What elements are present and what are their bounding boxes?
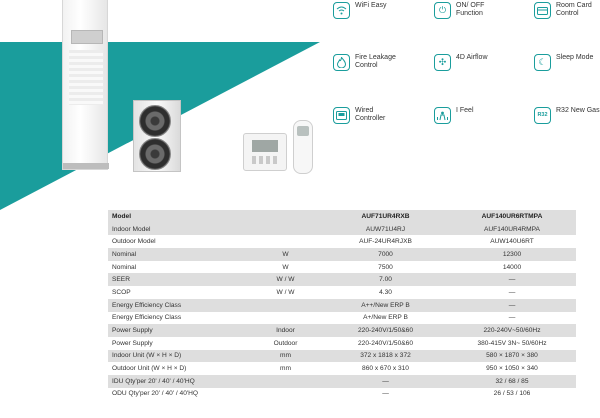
- table-cell: ODU Qty'per 20' / 40' / 40'HQ: [108, 388, 248, 401]
- table-header-cell: AUF71UR4RXB: [323, 210, 448, 223]
- controller-keys: [252, 156, 278, 164]
- table-cell: 7.00: [323, 273, 448, 286]
- table-cell: [248, 223, 323, 236]
- sleep-icon: ☾: [534, 54, 551, 71]
- table-cell: 372 x 1818 x 372: [323, 350, 448, 363]
- indoor-unit-base: [63, 163, 109, 169]
- table-row: [108, 362, 576, 375]
- table-row: [108, 375, 576, 388]
- feature-label: Room Card Control: [556, 2, 592, 17]
- table-cell: 220-240V/1/50&60: [323, 324, 448, 337]
- table-cell: 7000: [323, 248, 448, 261]
- table-cell: 7500: [323, 261, 448, 274]
- feature-label: I Feel: [456, 107, 474, 114]
- table-header-row: [108, 210, 576, 223]
- table-cell: 220-240V~50/60Hz: [448, 324, 576, 337]
- table-cell: W / W: [248, 273, 323, 286]
- table-cell: [248, 375, 323, 388]
- table-cell: —: [448, 286, 576, 299]
- remote-control-image: [293, 120, 313, 174]
- fan-icon: [139, 138, 171, 170]
- table-cell: —: [323, 388, 448, 401]
- feature-i-feel: [434, 107, 474, 124]
- table-row: [108, 235, 576, 248]
- feature-label: Fire Leakage Control: [355, 54, 396, 69]
- table-cell: —: [448, 312, 576, 325]
- feature-wired-controller: [333, 107, 385, 124]
- table-cell: Nominal: [108, 261, 248, 274]
- feature-label: WiFi Easy: [355, 2, 387, 9]
- feature-label: R32 New Gas: [556, 107, 600, 114]
- table-row: [108, 312, 576, 325]
- feature-sleep-mode: [534, 54, 593, 71]
- table-row: [108, 388, 576, 401]
- table-cell: 220-240V/1/50&60: [323, 337, 448, 350]
- table-cell: Energy Efficiency Class: [108, 299, 248, 312]
- table-cell: —: [448, 273, 576, 286]
- table-header-cell: AUF140UR6RTMPA: [448, 210, 576, 223]
- table-cell: Nominal: [108, 248, 248, 261]
- table-cell: Energy Efficiency Class: [108, 312, 248, 325]
- feature-on-off-function: [434, 2, 484, 19]
- table-row: [108, 350, 576, 363]
- table-cell: W: [248, 248, 323, 261]
- table-cell: mm: [248, 350, 323, 363]
- feature-label: ON/ OFF Function: [456, 2, 485, 17]
- table-cell: 860 x 670 x 310: [323, 362, 448, 375]
- table-cell: Outdoor Model: [108, 235, 248, 248]
- table-cell: Indoor Model: [108, 223, 248, 236]
- feature-wifi-easy: [333, 2, 387, 19]
- table-row: [108, 337, 576, 350]
- table-cell: 26 / 53 / 106: [448, 388, 576, 401]
- table-cell: SEER: [108, 273, 248, 286]
- table-cell: AUW140U6RT: [448, 235, 576, 248]
- table-cell: [248, 299, 323, 312]
- table-cell: 380-415V 3N~ 50/60Hz: [448, 337, 576, 350]
- table-row: [108, 286, 576, 299]
- table-cell: 12300: [448, 248, 576, 261]
- table-cell: Outdoor: [248, 337, 323, 350]
- table-cell: W: [248, 261, 323, 274]
- feature-4d-airflow: [434, 54, 488, 71]
- table-row: [108, 261, 576, 274]
- table-cell: 14000: [448, 261, 576, 274]
- table-cell: [248, 388, 323, 401]
- table-cell: A+/New ERP B: [323, 312, 448, 325]
- indoor-unit-image: [62, 0, 108, 170]
- feature-label: Sleep Mode: [556, 54, 594, 61]
- r32-icon: R32: [534, 107, 551, 124]
- indoor-unit-display-panel: [71, 30, 103, 44]
- table-cell: mm: [248, 362, 323, 375]
- table-cell: 580 × 1870 × 380: [448, 350, 576, 363]
- table-cell: SCOP: [108, 286, 248, 299]
- table-row: [108, 273, 576, 286]
- feature-label: 4D Airflow: [456, 54, 488, 61]
- remote-screen: [297, 126, 309, 136]
- table-row: [108, 299, 576, 312]
- table-cell: IDU Qty'per 20' / 40' / 40'HQ: [108, 375, 248, 388]
- table-cell: AUF-24UR4RJXB: [323, 235, 448, 248]
- table-header-cell: Model: [108, 210, 248, 223]
- feature-label: Wired Controller: [355, 107, 386, 122]
- table-cell: [248, 235, 323, 248]
- wired-controller-image: [243, 133, 287, 171]
- feature-fire-leakage-control: [333, 54, 396, 71]
- indoor-unit-grille: [69, 50, 103, 105]
- table-cell: Power Supply: [108, 337, 248, 350]
- table-cell: 4.30: [323, 286, 448, 299]
- table-cell: Power Supply: [108, 324, 248, 337]
- wired-controller-icon: [333, 107, 350, 124]
- outdoor-unit-image: [133, 100, 181, 172]
- feature-room-card-control: [534, 2, 592, 19]
- table-cell: —: [323, 375, 448, 388]
- ifeel-icon: [434, 107, 451, 124]
- table-row: [108, 248, 576, 261]
- table-cell: 950 × 1050 × 340: [448, 362, 576, 375]
- table-cell: Indoor: [248, 324, 323, 337]
- power-icon: ⏻: [434, 2, 451, 19]
- specification-table: [108, 210, 576, 400]
- table-cell: Indoor Unit (W × H × D): [108, 350, 248, 363]
- table-cell: A++/New ERP B: [323, 299, 448, 312]
- table-cell: Outdoor Unit (W × H × D): [108, 362, 248, 375]
- card-icon: [534, 2, 551, 19]
- fan-icon: [139, 105, 171, 137]
- airflow-icon: ✣: [434, 54, 451, 71]
- table-header-cell: [248, 210, 323, 223]
- fire-icon: [333, 54, 350, 71]
- table-cell: [248, 312, 323, 325]
- controller-screen: [252, 140, 278, 152]
- table-cell: W / W: [248, 286, 323, 299]
- table-cell: 32 / 68 / 85: [448, 375, 576, 388]
- table-row: [108, 223, 576, 236]
- wifi-icon: [333, 2, 350, 19]
- feature-r32-new-gas: [534, 107, 600, 124]
- table-cell: —: [448, 299, 576, 312]
- table-cell: AUF140UR4RMPA: [448, 223, 576, 236]
- table-row: [108, 324, 576, 337]
- table-cell: AUW71U4RJ: [323, 223, 448, 236]
